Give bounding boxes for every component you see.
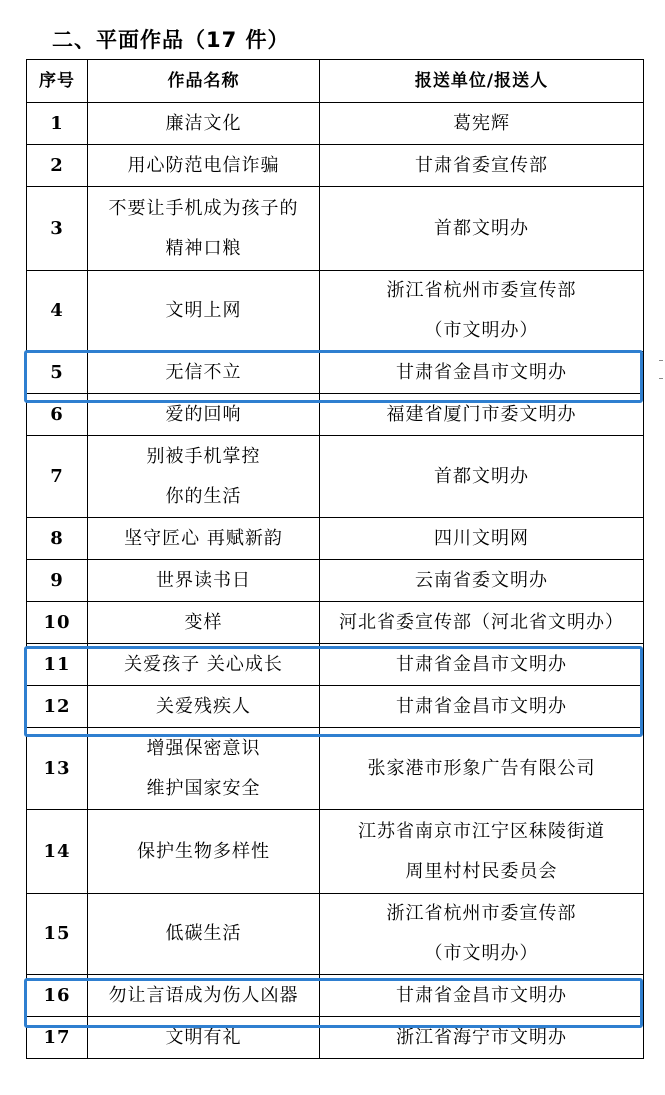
submitting-unit-line: 甘肃省金昌市文明办 xyxy=(396,653,567,675)
work-name-line: 低碳生活 xyxy=(165,923,242,944)
row-number: 5 xyxy=(27,352,88,394)
submitting-unit xyxy=(320,352,644,394)
work-name-line: 关爱残疾人 xyxy=(156,695,251,717)
submitting-unit xyxy=(320,1017,644,1059)
table-row xyxy=(27,436,644,518)
work-name-line: 世界读书日 xyxy=(156,569,251,591)
table-row xyxy=(27,103,644,145)
table-row xyxy=(27,644,644,686)
row-number: 6 xyxy=(27,394,88,436)
table-row xyxy=(27,518,644,560)
submitting-unit-line: 张家港市形象广告有限公司 xyxy=(367,757,596,779)
submitting-unit xyxy=(320,975,644,1017)
submitting-unit xyxy=(320,560,644,602)
work-name-line: 你的生活 xyxy=(165,485,242,507)
work-name-line: 变样 xyxy=(184,611,223,633)
table-row xyxy=(27,271,644,352)
submitting-unit-line: 甘肃省金昌市文明办 xyxy=(396,695,567,717)
work-name-line: 保护生物多样性 xyxy=(137,840,270,862)
submitting-unit-line: 福建省厦门市委文明办 xyxy=(386,403,577,425)
submitting-unit xyxy=(320,644,644,686)
work-name xyxy=(88,686,320,728)
submitting-unit xyxy=(320,894,644,975)
work-name xyxy=(88,271,320,352)
work-name xyxy=(88,394,320,436)
work-name-line: 无信不立 xyxy=(165,361,242,383)
submitting-unit-line: 四川文明网 xyxy=(434,527,529,549)
submitting-unit-line: 云南省委文明办 xyxy=(415,569,548,591)
table-row xyxy=(27,602,644,644)
table-row xyxy=(27,352,644,394)
row-number: 1 xyxy=(27,103,88,145)
submitting-unit xyxy=(320,686,644,728)
margin-mark xyxy=(659,378,663,379)
work-name-line: 增强保密意识 xyxy=(146,737,261,759)
table-row xyxy=(27,686,644,728)
row-number: 4 xyxy=(27,271,88,352)
table-row xyxy=(27,810,644,894)
work-name-line: 廉洁文化 xyxy=(165,112,242,134)
row-number: 16 xyxy=(27,975,88,1017)
row-number: 8 xyxy=(27,518,88,560)
submitting-unit-line: （市文明办） xyxy=(424,943,539,964)
submitting-unit-line: 浙江省海宁市文明办 xyxy=(396,1026,567,1048)
work-name xyxy=(88,975,320,1017)
work-name xyxy=(88,187,320,271)
header-name: 作品名称 xyxy=(88,60,320,103)
table-row xyxy=(27,894,644,975)
submitting-unit-line: 浙江省杭州市委宣传部 xyxy=(386,280,577,301)
row-number: 15 xyxy=(27,894,88,975)
table-row xyxy=(27,560,644,602)
table-row xyxy=(27,187,644,271)
row-number: 12 xyxy=(27,686,88,728)
table-row xyxy=(27,394,644,436)
row-number: 7 xyxy=(27,436,88,518)
row-number: 11 xyxy=(27,644,88,686)
row-number: 14 xyxy=(27,810,88,894)
work-name xyxy=(88,1017,320,1059)
submitting-unit-line: 浙江省杭州市委宣传部 xyxy=(386,903,577,924)
submitting-unit-line: 河北省委宣传部（河北省文明办） xyxy=(339,611,624,633)
work-name xyxy=(88,810,320,894)
submitting-unit-line: 首都文明办 xyxy=(434,465,529,487)
work-name-line: 爱的回响 xyxy=(165,403,242,425)
work-name-line: 勿让言语成为伤人凶器 xyxy=(108,984,299,1006)
table-body xyxy=(27,103,644,1059)
work-name-line: 别被手机掌控 xyxy=(146,445,261,467)
table-header-row xyxy=(27,60,644,103)
table-row xyxy=(27,1017,644,1059)
table-row xyxy=(27,145,644,187)
submitting-unit-line: 周里村村民委员会 xyxy=(405,860,558,882)
work-name-line: 关爱孩子 关心成长 xyxy=(124,653,283,675)
submitting-unit xyxy=(320,518,644,560)
row-number: 13 xyxy=(27,728,88,810)
submitting-unit xyxy=(320,394,644,436)
work-name-line: 坚守匠心 再赋新韵 xyxy=(124,527,283,549)
margin-mark xyxy=(659,360,663,361)
work-name-line: 文明有礼 xyxy=(165,1026,242,1048)
row-number: 2 xyxy=(27,145,88,187)
work-name xyxy=(88,518,320,560)
submitting-unit-line: （市文明办） xyxy=(424,320,539,341)
work-name xyxy=(88,436,320,518)
section-title: 二、平面作品（17 件） xyxy=(52,28,290,52)
work-name xyxy=(88,644,320,686)
submitting-unit-line: 甘肃省金昌市文明办 xyxy=(396,984,567,1006)
work-name xyxy=(88,728,320,810)
table-row xyxy=(27,728,644,810)
work-name xyxy=(88,560,320,602)
row-number: 17 xyxy=(27,1017,88,1059)
works-table xyxy=(26,59,644,1059)
row-number: 9 xyxy=(27,560,88,602)
submitting-unit xyxy=(320,810,644,894)
submitting-unit-line: 江苏省南京市江宁区秣陵街道 xyxy=(358,820,605,842)
submitting-unit-line: 葛宪辉 xyxy=(453,112,510,134)
work-name-line: 维护国家安全 xyxy=(146,777,261,799)
submitting-unit xyxy=(320,436,644,518)
submitting-unit xyxy=(320,187,644,271)
table-row xyxy=(27,975,644,1017)
submitting-unit xyxy=(320,145,644,187)
submitting-unit xyxy=(320,103,644,145)
work-name xyxy=(88,352,320,394)
submitting-unit-line: 甘肃省委宣传部 xyxy=(415,154,548,176)
submitting-unit-line: 甘肃省金昌市文明办 xyxy=(396,361,567,383)
submitting-unit xyxy=(320,271,644,352)
work-name xyxy=(88,145,320,187)
submitting-unit xyxy=(320,728,644,810)
work-name-line: 不要让手机成为孩子的 xyxy=(108,197,299,219)
work-name xyxy=(88,103,320,145)
row-number: 3 xyxy=(27,187,88,271)
submitting-unit-line: 首都文明办 xyxy=(434,217,529,239)
work-name xyxy=(88,602,320,644)
work-name xyxy=(88,894,320,975)
submitting-unit xyxy=(320,602,644,644)
work-name-line: 文明上网 xyxy=(165,300,242,321)
header-num: 序号 xyxy=(27,60,88,103)
header-unit: 报送单位/报送人 xyxy=(320,60,644,103)
row-number: 10 xyxy=(27,602,88,644)
work-name-line: 精神口粮 xyxy=(165,237,242,259)
work-name-line: 用心防范电信诈骗 xyxy=(127,154,280,176)
